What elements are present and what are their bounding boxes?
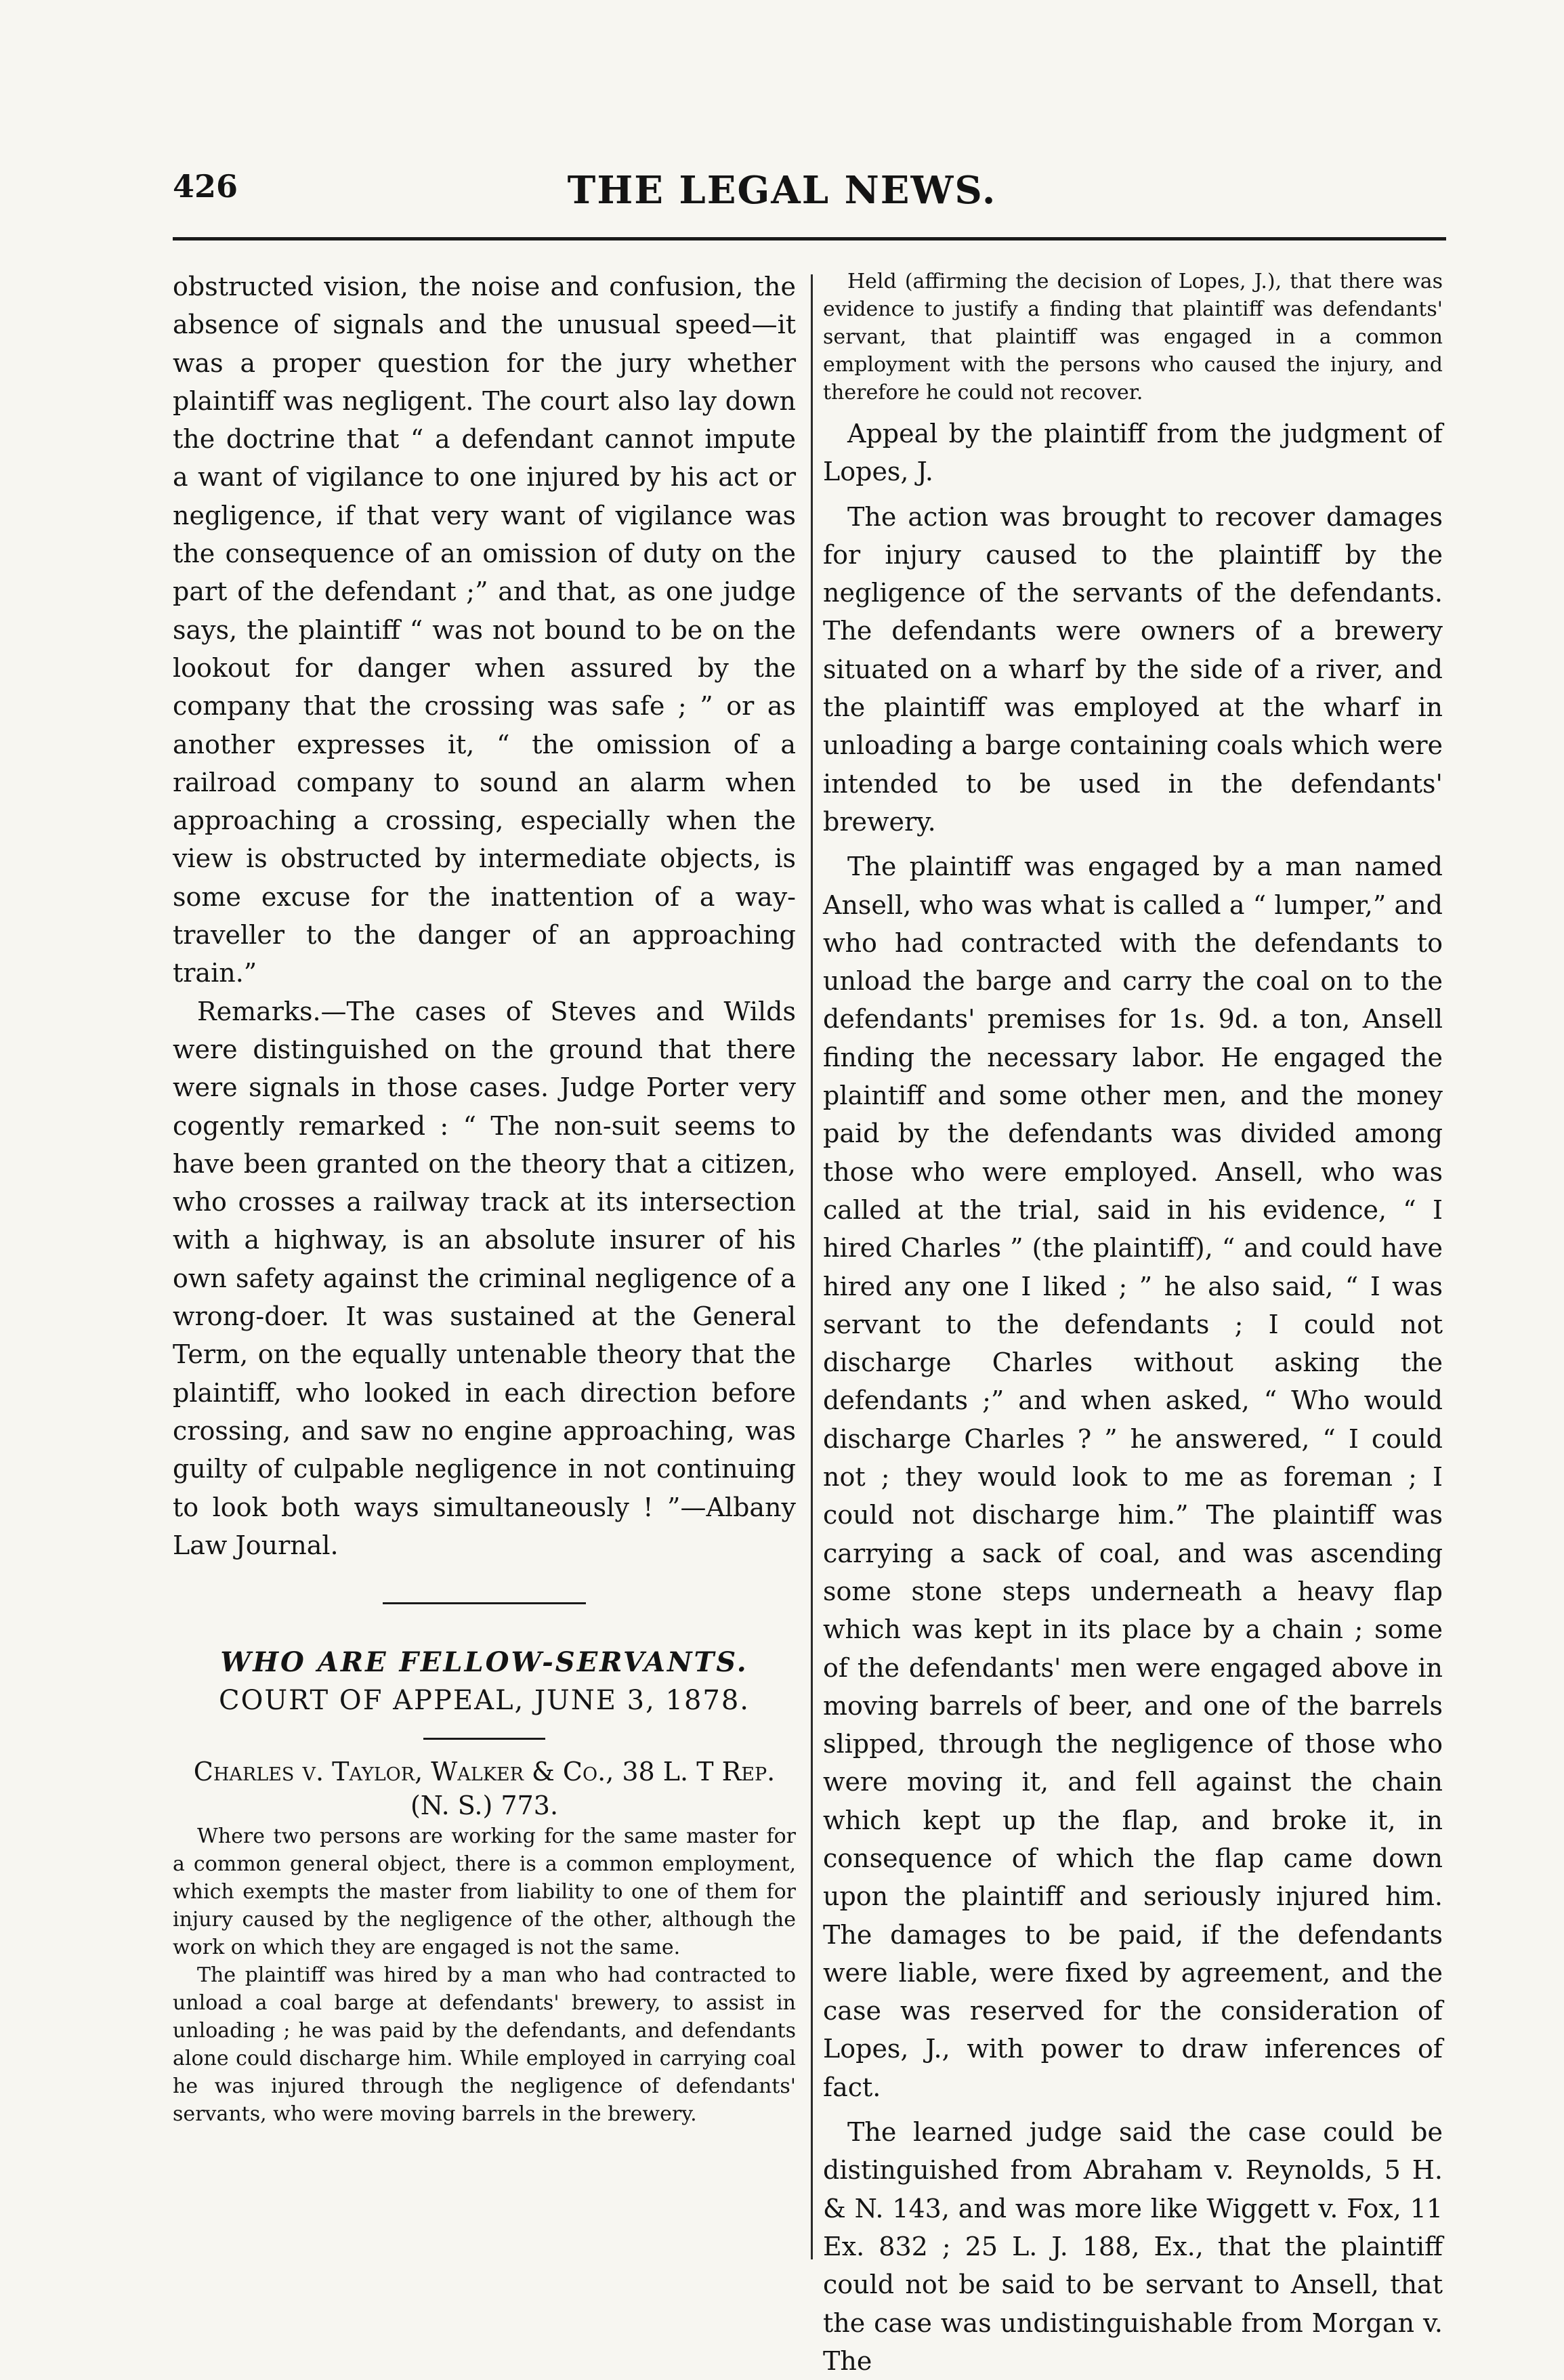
page-number: 426: [173, 168, 238, 205]
left-paragraph-remarks: Remarks.—The cases of Steves and Wilds were distinguished on the ground that there were signals in those cases. Judge Porter very cogently remarked : “ The non-suit seems to have been granted on the theory that a citizen, who crosses a railway track at its intersection with a highway, is an absolute insurer of his own safety against the criminal negligence of a wrong-doer. It was sustained at the General Term, on the equally untenable theory that the plaintiff, who looked in each direction before crossing, and saw no engine approaching, was guilty of culpable negligence in not continuing to look both ways simultaneously ! ”—Albany Law Journal.: [173, 996, 796, 1560]
left-column: [173, 268, 796, 2128]
header-rule: [173, 237, 1446, 241]
right-column: [823, 268, 1443, 2380]
running-title: THE LEGAL NEWS.: [567, 168, 997, 213]
court-heading: COURT OF APPEAL, JUNE 3, 1878.: [218, 1685, 751, 1717]
section-heading: WHO ARE FELLOW-SERVANTS.: [220, 1646, 748, 1679]
right-paragraph-action: The action was brought to recover damages for injury caused to the plaintiff by the negligence of the servants of the defendants. The defendants were owners of a brewery situated on a wharf by the side of a river, and the plaintiff was employed at the wharf in unloading a barge containing coals which were intended to be used in the defendants' brewery.: [823, 501, 1443, 837]
held-summary: Held (affirming the decision of Lopes, J.), that there was evidence to justify a finding that plaintiff was defendants' servant, that plaintiff was engaged in a common employment with the persons who caused the injury, and therefore he could not recover.: [823, 270, 1443, 404]
case-citation: Charles v. Taylor, Walker & Co., 38 L. T Rep. (N. S.) 773.: [193, 1756, 776, 1820]
left-paragraph-1: obstructed vision, the noise and confusion, the absence of signals and the unusual speed—it was a proper question for the jury whether plaintiff was negligent. The court also lay down the doctrine that “ a defendant cannot impute a want of vigilance to one injured by his act or negligence, if that very want of vigilance was the consequence of an omission of duty on the part of the defendant ;” and that, as one judge says, the plaintiff “ was not bound to be on the lookout for danger when assured by the company that the crossing was safe ; ” or as another expresses it, “ the omission of a railroad company to sound an alarm when approaching a crossing, especially when the view is obstructed by intermediate objects, is some excuse for the inattention of a way-traveller to the danger of an approaching train.”: [173, 272, 796, 988]
column-divider: [811, 274, 813, 2259]
right-paragraph-judge: The learned judge said the case could be distinguished from Abraham v. Reynolds, 5 H. & N. 143, and was more like Wiggett v. Fox, 11 Ex. 832 ; 25 L. J. 188, Ex., that the plaintiff could not be said to be servant to Ansell, that the case was undistinguishable from Morgan v. The: [823, 2117, 1443, 2376]
right-paragraph-appeal: Appeal by the plaintiff from the judgment of Lopes, J.: [823, 419, 1443, 487]
headnote-1: Where two persons are working for the same master for a common general object, there is a common employment, which exempts the master from liability to one of them for injury caused by the negligence of the other, although the work on which they are engaged is not the same.: [173, 1824, 796, 1959]
headnote-2: The plaintiff was hired by a man who had contracted to unload a coal barge at defendants' brewery, to assist in unloading ; he was paid by the defendants, and defendants alone could discharge him. While employed in carrying coal he was injured through the negligence of defendants' servants, who were moving barrels in the brewery.: [173, 1963, 796, 2126]
right-paragraph-facts: The plaintiff was engaged by a man named Ansell, who was what is called a “ lumper,” and who had contracted with the defendants to unload the barge and carry the coal on to the defendants' premises for 1s. 9d. a ton, Ansell finding the necessary labor. He engaged the plaintiff and some other men, and the money paid by the defendants was divided among those who were employed. Ansell, who was called at the trial, said in his evidence, “ I hired Charles ” (the plaintiff), “ and could have hired any one I liked ; ” he also said, “ I was servant to the defendants ; I could not discharge Charles without asking the defendants ;” and when asked, “ Who would discharge Charles ? ” he answered, “ I could not ; they would look to me as foreman ; I could not discharge him.” The plaintiff was carrying a sack of coal, and was ascending some stone steps underneath a heavy flap which was kept in its place by a chain ; some of the defendants' men were engaged above in moving barrels of beer, and one of the barrels slipped, through the negligence of those who were moving it, and fell against the chain which kept up the flap, and broke it, in consequence of which the flap came down upon the plaintiff and seriously injured him. The damages to be paid, if the defendants were liable, were fixed by agreement, and the case was reserved for the consideration of Lopes, J., with power to draw inferences of fact.: [823, 852, 1443, 2102]
court-heading-rule: [423, 1738, 545, 1740]
section-rule: [383, 1602, 586, 1604]
